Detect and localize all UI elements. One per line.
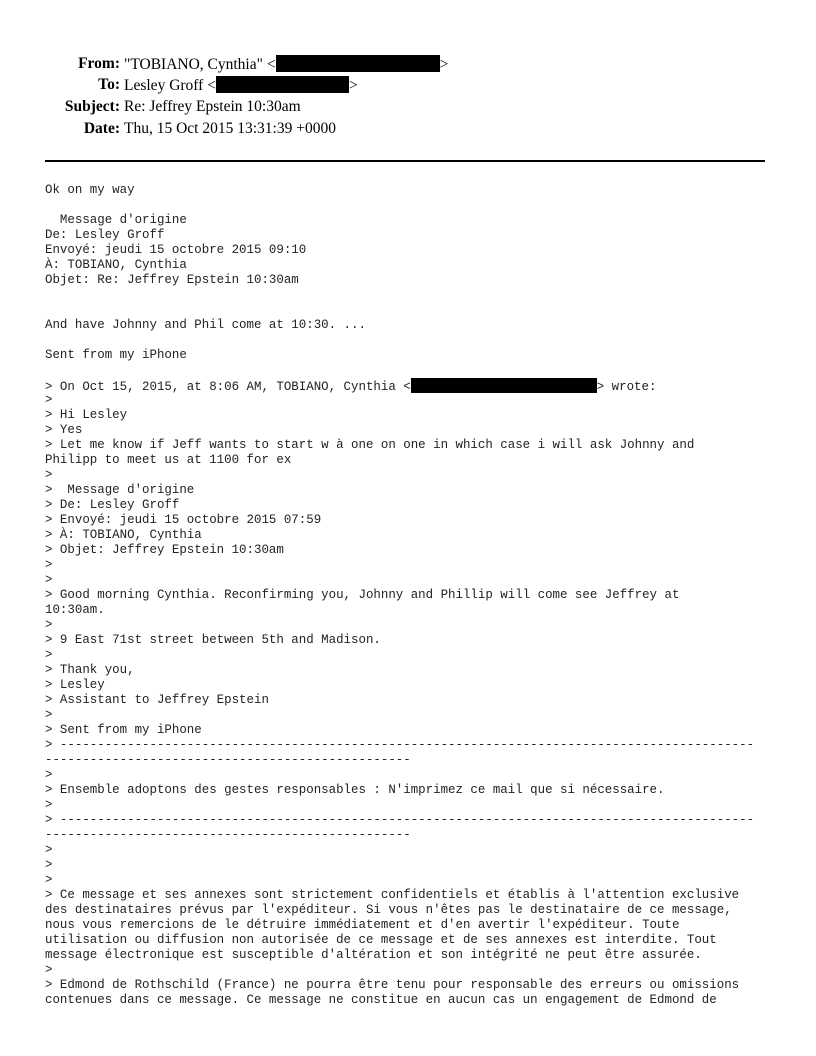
from-value: [124, 55, 448, 74]
body-line: [45, 648, 795, 663]
body-line: [45, 843, 795, 858]
body-line: [45, 378, 795, 393]
body-line: [45, 708, 795, 723]
body-line-text: >: [45, 393, 53, 407]
body-line: [45, 183, 795, 198]
body-line: [45, 243, 795, 258]
body-line-text: >: [45, 708, 53, 722]
body-line: [45, 318, 795, 333]
body-line-text: > Hi Lesley: [45, 408, 128, 422]
body-line-text: Objet: Re: Jeffrey Epstein 10:30am: [45, 273, 299, 287]
body-line: [45, 423, 795, 438]
body-line: [45, 408, 795, 423]
date-row: [0, 120, 816, 142]
body-line: [45, 498, 795, 513]
body-line: [45, 798, 795, 813]
body-line-text: > Lesley: [45, 678, 105, 692]
body-line-text: -------------------------------------------------: [45, 828, 411, 842]
body-line: [45, 918, 795, 933]
body-line: [45, 888, 795, 903]
body-line-text: > Message d'origine: [45, 483, 195, 497]
body-line-text: > Thank you,: [45, 663, 135, 677]
body-line: [45, 663, 795, 678]
body-line-text: >: [45, 468, 53, 482]
body-line-text: >: [45, 798, 53, 812]
body-line: [45, 363, 795, 378]
message-body: [45, 183, 795, 1008]
body-line: [45, 783, 795, 798]
to-name: Lesley Groff <: [124, 77, 216, 94]
body-line-text: nous vous remercions de le détruire immédiatement et d'en avertir l'expéditeur. Toute: [45, 918, 680, 932]
redaction-bar: [276, 55, 440, 72]
body-line: [45, 813, 795, 828]
body-line-text: De: Lesley Groff: [45, 228, 165, 242]
body-line: [45, 603, 795, 618]
body-line: [45, 933, 795, 948]
body-line-text: > Objet: Jeffrey Epstein 10:30am: [45, 543, 284, 557]
body-line: [45, 723, 795, 738]
date-value: Thu, 15 Oct 2015 13:31:39 +0000: [124, 120, 336, 137]
to-label: To:: [98, 76, 120, 93]
body-line: [45, 513, 795, 528]
body-line-text: Envoyé: jeudi 15 octobre 2015 09:10: [45, 243, 307, 257]
subject-label: Subject:: [64, 98, 120, 115]
body-line-text: >: [45, 768, 53, 782]
body-line-text: >: [45, 858, 53, 872]
body-line-text: >: [45, 843, 53, 857]
body-line: [45, 528, 795, 543]
body-line-text: Philipp to meet us at 1100 for ex: [45, 453, 292, 467]
body-line-text: message électronique est susceptible d'altération et son intégrité ne peut être assurée.: [45, 948, 702, 962]
date-label: Date:: [83, 120, 120, 137]
wrote-suffix: > wrote:: [596, 380, 657, 394]
body-line-text: > ---------------------------------------------------------------------------------------------: [45, 738, 755, 752]
body-line-text: Message d'origine: [45, 213, 187, 227]
body-line: [45, 768, 795, 783]
from-name: "TOBIANO, Cynthia" <: [124, 56, 276, 73]
redaction-bar: [216, 76, 349, 93]
body-line-text: > Ce message et ses annexes sont strictement confidentiels et établis à l'attention exclusive: [45, 888, 740, 902]
subject-value: Re: Jeffrey Epstein 10:30am: [124, 98, 301, 115]
body-line: [45, 288, 795, 303]
body-line-text: >: [45, 963, 53, 977]
body-line-text: -------------------------------------------------: [45, 753, 411, 767]
to-value: [124, 76, 358, 95]
body-line-text: >: [45, 573, 53, 587]
body-line-text: > À: TOBIANO, Cynthia: [45, 528, 202, 542]
body-line-text: >: [45, 648, 53, 662]
body-line: [45, 468, 795, 483]
body-line: [45, 558, 795, 573]
redaction-bar: [411, 378, 597, 393]
body-line: [45, 693, 795, 708]
body-line: [45, 948, 795, 963]
body-line: [45, 618, 795, 633]
body-line-text: > Yes: [45, 423, 83, 437]
body-line: [45, 753, 795, 768]
body-line: [45, 903, 795, 918]
body-line: [45, 993, 795, 1008]
body-line-text: contenues dans ce message. Ce message ne constitue en aucun cas un engagement de Edmond de: [45, 993, 717, 1007]
body-line-text: > 9 East 71st street between 5th and Madison.: [45, 633, 381, 647]
body-line: [45, 678, 795, 693]
body-line-text: > Ensemble adoptons des gestes responsables : N'imprimez ce mail que si nécessaire.: [45, 783, 665, 797]
body-line: [45, 633, 795, 648]
body-line-text: > Edmond de Rothschild (France) ne pourra être tenu pour responsable des erreurs ou omissions: [45, 978, 740, 992]
body-line: [45, 213, 795, 228]
body-line: [45, 573, 795, 588]
body-line: [45, 438, 795, 453]
body-line-text: >: [45, 873, 53, 887]
body-line: [45, 588, 795, 603]
to-row: [0, 76, 816, 98]
body-line: [45, 873, 795, 888]
body-line: [45, 858, 795, 873]
body-line: [45, 198, 795, 213]
body-line-text: > Envoyé: jeudi 15 octobre 2015 07:59: [45, 513, 322, 527]
body-line: [45, 273, 795, 288]
body-line: [45, 483, 795, 498]
body-line-text: > Let me know if Jeff wants to start w à one on one in which case i will ask Johnny and: [45, 438, 695, 452]
body-line-text: >: [45, 618, 53, 632]
body-line-text: > Good morning Cynthia. Reconfirming you, Johnny and Phillip will come see Jeffrey at: [45, 588, 680, 602]
body-line-text: Ok on my way: [45, 183, 135, 197]
body-line-text: > De: Lesley Groff: [45, 498, 180, 512]
body-line: [45, 963, 795, 978]
body-line-text: utilisation ou diffusion non autorisée de ce message et de ses annexes est interdite. Tout: [45, 933, 717, 947]
body-line-text: >: [45, 558, 53, 572]
body-line: [45, 303, 795, 318]
from-close: >: [439, 56, 449, 73]
body-line: [45, 333, 795, 348]
body-line-text: Sent from my iPhone: [45, 348, 187, 362]
body-line: [45, 543, 795, 558]
body-line: [45, 228, 795, 243]
body-line-text: 10:30am.: [45, 603, 105, 617]
body-line: [45, 258, 795, 273]
from-row: [0, 55, 816, 77]
body-line: [45, 453, 795, 468]
body-line: [45, 978, 795, 993]
body-line-text: > Assistant to Jeffrey Epstein: [45, 693, 269, 707]
body-line-text: > On Oct 15, 2015, at 8:06 AM, TOBIANO, Cynthia <: [45, 380, 411, 394]
subject-row: [0, 98, 816, 120]
body-line: [45, 738, 795, 753]
body-line-text: And have Johnny and Phil come at 10:30. ...: [45, 318, 366, 332]
body-line: [45, 348, 795, 363]
body-line-text: À: TOBIANO, Cynthia: [45, 258, 187, 272]
to-close: >: [348, 77, 358, 94]
header-divider: [45, 160, 765, 162]
body-line-text: > Sent from my iPhone: [45, 723, 202, 737]
body-line-text: > ---------------------------------------------------------------------------------------------: [45, 813, 755, 827]
body-line: [45, 828, 795, 843]
body-line-text: des destinataires prévus par l'expéditeur. Si vous n'êtes pas le destinataire de ce message,: [45, 903, 732, 917]
body-line: [45, 393, 795, 408]
from-label: From:: [78, 55, 120, 72]
